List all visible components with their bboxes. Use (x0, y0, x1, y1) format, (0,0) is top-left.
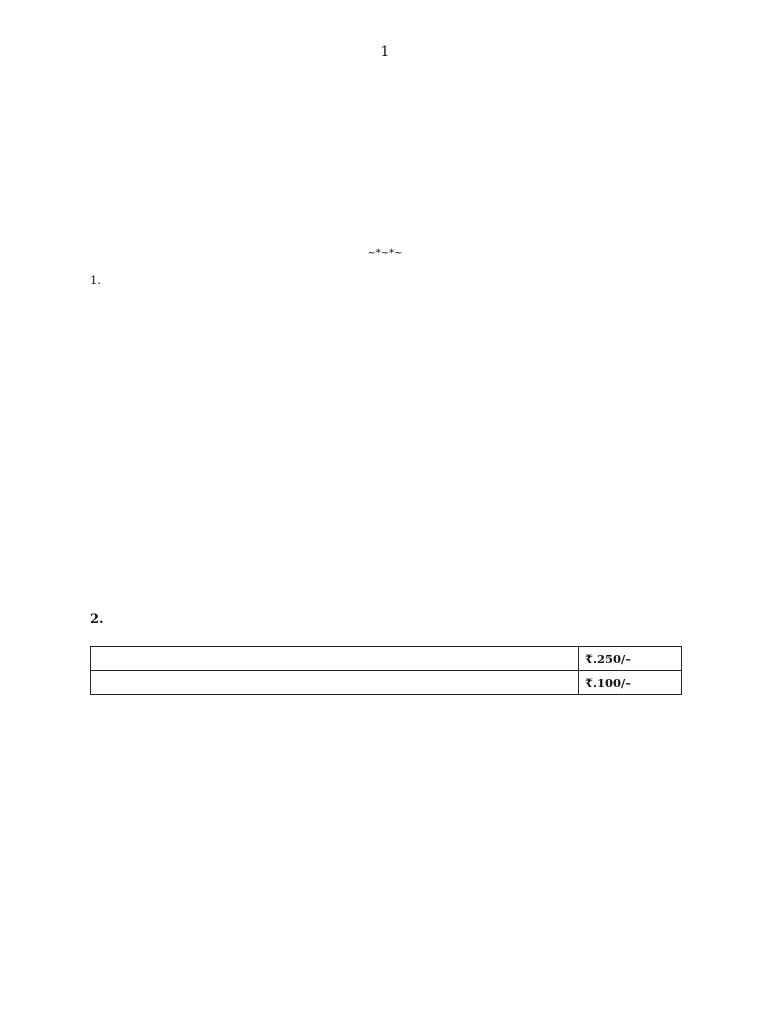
paragraph-1 (90, 270, 680, 388)
paragraph-2 (90, 408, 680, 468)
fee-amount: ₹.100/– (579, 671, 682, 695)
note-text (90, 804, 680, 904)
fee-category (91, 671, 579, 695)
table-row (91, 647, 682, 671)
separator: ~*~*~ (367, 248, 403, 259)
special-note-text (90, 518, 680, 614)
page-number: 1 (380, 44, 390, 60)
fees-heading: 2. (90, 612, 104, 627)
fee-amount: ₹.250/– (579, 647, 682, 671)
note-block (90, 804, 680, 904)
instruction-list (90, 700, 680, 704)
table-row (91, 671, 682, 695)
fee-category (91, 647, 579, 671)
fees-table (90, 646, 682, 695)
paragraph-1-number: 1. (90, 273, 101, 287)
